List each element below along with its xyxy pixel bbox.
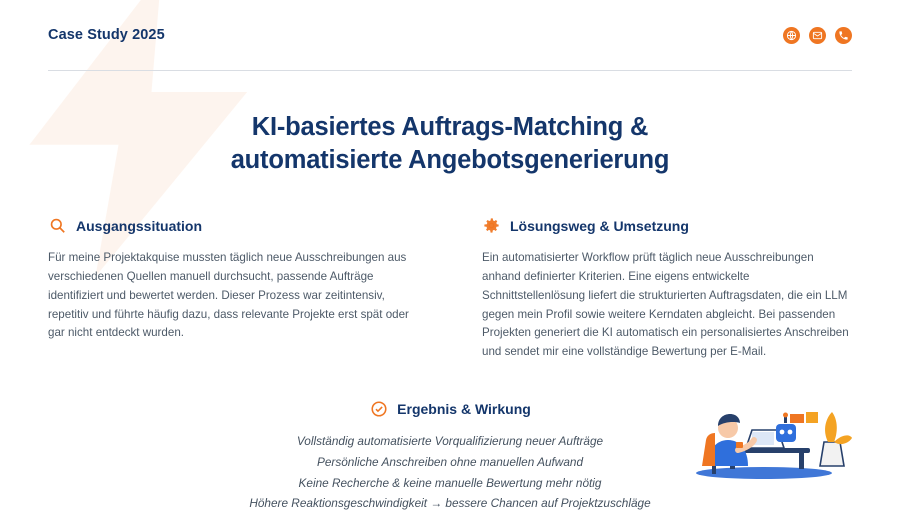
header-icon-group — [783, 27, 852, 44]
section-body: Für meine Projektakquise mussten täglich neue Ausschreibungen aus verschiedenen Quellen manuell durchsucht, passende Aufträge identifiziert und bewertet werden. Dieser Prozess war zeitintensiv, repetitiv und führte häufig dazu, dass relevante Projekte erst spät oder gar nicht entdeckt wurden. — [48, 251, 409, 340]
gear-icon — [482, 216, 501, 235]
section-loesungsweg — [482, 216, 852, 373]
slide-title-line-1: KI-basiertes Auftrags-Matching & — [251, 113, 649, 141]
result-heading: Ergebnis & Wirkung — [397, 401, 531, 418]
slide-title — [48, 111, 852, 176]
page-title: Case Study 2025 — [48, 27, 165, 43]
check-circle-icon — [369, 400, 388, 419]
illustration-person-at-desk — [672, 362, 852, 482]
header — [48, 0, 852, 70]
title-block — [48, 111, 852, 176]
section-ausgangssituation — [48, 216, 418, 373]
list-item: Höhere Reaktionsgeschwindigkeit → bessere Chancen auf Projektzuschläge — [249, 496, 651, 511]
section-heading: Lösungsweg & Umsetzung — [510, 217, 689, 234]
section-heading: Ausgangssituation — [76, 217, 203, 234]
phone-icon[interactable] — [835, 27, 852, 44]
list-item: Vollständig automatisierte Vorqualifizierung neuer Aufträge — [296, 433, 604, 448]
globe-icon[interactable] — [783, 27, 800, 44]
magnifier-icon — [48, 216, 67, 235]
list-item: Keine Recherche & keine manuelle Bewertung mehr nötig — [298, 475, 602, 490]
list-item: Persönliche Anschreiben ohne manuellen Aufwand — [316, 454, 584, 469]
content-columns — [48, 216, 852, 373]
slide-title-line-2: automatisierte Angebotsgenerierung — [230, 145, 670, 174]
header-divider — [48, 70, 852, 71]
mail-icon[interactable] — [809, 27, 826, 44]
section-header — [482, 216, 852, 235]
section-body: Ein automatisierter Workflow prüft täglich neue Ausschreibungen anhand definierter Kriterien. Eine eigens entwickelte Schnittstellenlösung liefert die strukturierten Auftragsdaten, die ein LLM gegen mein Profil sowie weitere Kerndaten abgleicht. Bei passenden Projekten generiert die KI automatisch ein personalisiertes Anschreiben und sendet mir eine vollständige Bewertung per E-Mail. — [482, 251, 849, 359]
section-header — [48, 216, 418, 235]
